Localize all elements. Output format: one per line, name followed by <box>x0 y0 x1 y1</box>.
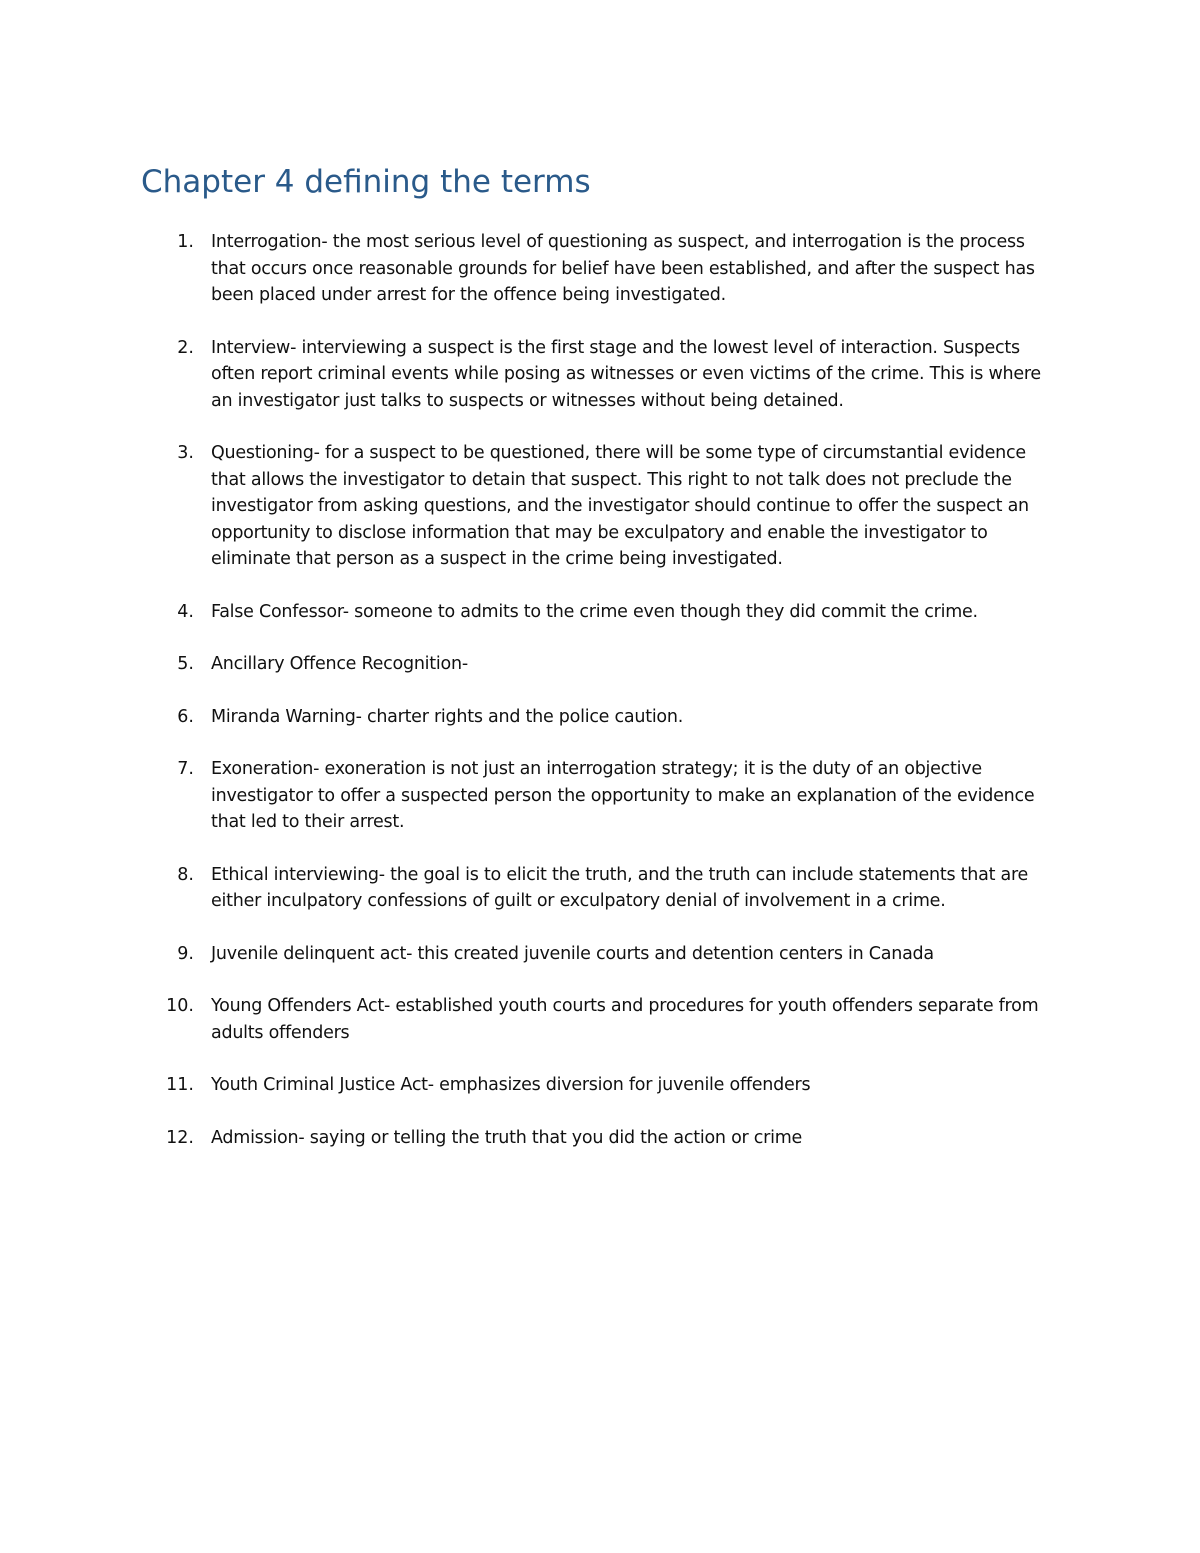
item-text: Admission- saying or telling the truth that you did the action or crime <box>211 1127 803 1148</box>
item-number: 12. <box>166 1127 194 1148</box>
terms-list <box>0 229 1200 1177</box>
page-title: Chapter 4 defining the terms <box>141 164 591 200</box>
item-text: Juvenile delinquent act- this created juvenile courts and detention centers in Canada <box>211 943 934 964</box>
item-text: Youth Criminal Justice Act- emphasizes diversion for juvenile offenders <box>211 1075 811 1095</box>
list-item <box>0 651 1200 678</box>
item-text: Young Offenders Act- established youth courts and procedures for youth offenders separate from adults offenders <box>211 996 1039 1043</box>
item-number: 11. <box>166 1075 194 1095</box>
item-text: Exoneration- exoneration is not just an interrogation strategy; it is the duty of an objective investigator to offer a suspected person the opportunity to make an explanation of the evidence that led to their arrest. <box>211 759 1035 832</box>
list-item <box>0 1125 1200 1152</box>
item-number: 10. <box>166 996 194 1016</box>
item-text: Miranda Warning- charter rights and the police caution. <box>211 706 684 727</box>
item-text: False Confessor- someone to admits to the crime even though they did commit the crime. <box>211 601 978 622</box>
item-text: Ancillary Offence Recognition- <box>211 654 468 674</box>
list-item <box>0 229 1200 309</box>
item-number: 6. <box>177 706 194 727</box>
item-number: 1. <box>177 232 194 252</box>
item-number: 8. <box>177 864 194 885</box>
item-text: Ethical interviewing- the goal is to elicit the truth, and the truth can include statements that are either inculpatory confessions of guilt or exculpatory denial of involvement in a crime. <box>211 864 1029 911</box>
item-text: Questioning- for a suspect to be questioned, there will be some type of circumstantial evidence that allows the investigator to detain that suspect. This right to not talk does not preclude the investigator from asking questions, and the investigator should continue to offer the suspect an opportunity to disclose information that may be exculpatory and enable the investigator to eliminate that person as a suspect in the crime being investigated. <box>211 443 1029 569</box>
item-number: 5. <box>177 654 194 674</box>
item-number: 9. <box>177 943 194 964</box>
item-number: 2. <box>177 337 194 358</box>
list-item <box>0 704 1200 731</box>
item-number: 7. <box>177 759 194 779</box>
list-item <box>0 862 1200 915</box>
item-text: Interview- interviewing a suspect is the first stage and the lowest level of interaction. Suspects often report criminal events while posing as witnesses or even victims of the crime. This is where an investigator just talks to suspects or witnesses without being detained. <box>211 337 1041 411</box>
list-item <box>0 941 1200 968</box>
list-item <box>0 756 1200 836</box>
item-number: 4. <box>177 601 194 622</box>
list-item <box>0 1072 1200 1099</box>
list-item <box>0 440 1200 573</box>
item-number: 3. <box>177 443 194 463</box>
list-item <box>0 335 1200 415</box>
list-item <box>0 599 1200 626</box>
item-text: Interrogation- the most serious level of questioning as suspect, and interrogation is the process that occurs once reasonable grounds for belief have been established, and after the suspect has been placed under arrest for the offence being investigated. <box>211 232 1035 305</box>
list-item <box>0 993 1200 1046</box>
